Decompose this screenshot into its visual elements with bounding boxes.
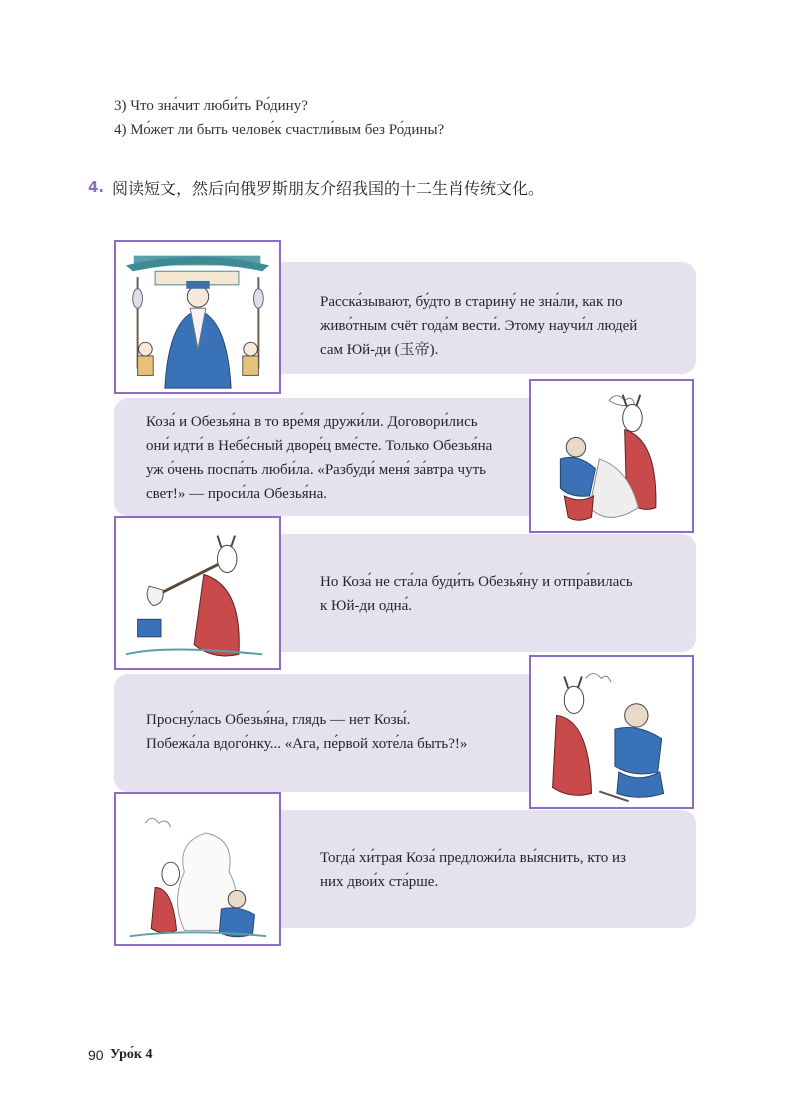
lesson-label: Уро́к 4 [110, 1047, 153, 1062]
text-line: сам Юй-ди (玉帝). [320, 342, 439, 358]
page-number: 90 [88, 1047, 104, 1063]
story-panel-5-text [320, 846, 626, 894]
text-line: Коза́ и Обезья́на в то вре́мя дружи́ли. Договори́лись [146, 414, 478, 430]
task-number: 4. [88, 178, 105, 196]
task-instruction: 阅读短文，然后向俄罗斯朋友介绍我国的十二生肖传统文化。 [112, 179, 545, 198]
text-line: уж о́чень поспа́ть люби́ла. «Разбуди́ меня́ за́втра чуть [146, 462, 486, 478]
text-line: них двои́х ста́рше. [320, 874, 439, 890]
text-line: Просну́лась Обезья́на, глядь — нет Козы́. [146, 712, 411, 728]
text-line: они́ идти́ в Небе́сный дворе́ц вме́сте. Только Обезья́на [146, 438, 493, 454]
story-panel-1-text [320, 290, 637, 362]
text-line: живо́тным счёт года́м вести́. Этому научи́л людей [320, 318, 638, 334]
jade-emperor-illustration [114, 240, 281, 394]
monkey-catching-goat-illustration [529, 655, 694, 809]
text-line: Побежа́ла вдого́нку... «Ага, пе́рвой хоте́ла быть?!» [146, 736, 468, 752]
text-line: к Юй-ди одна́. [320, 598, 413, 614]
text-line: Расска́зывают, бу́дто в старину́ не зна́ли, как по [320, 294, 623, 310]
question-3: 3) Что зна́чит люби́ть Ро́дину? [114, 98, 308, 114]
goat-leaving-illustration [114, 516, 281, 670]
question-4: 4) Мо́жет ли быть челове́к счастли́вым без Ро́дины? [114, 122, 445, 138]
story-panel-4-text [146, 708, 467, 756]
goat-and-monkey-cloud-illustration [114, 792, 281, 946]
story-panel-2-text [146, 410, 492, 506]
text-line: свет!» — проси́ла Обезья́на. [146, 486, 328, 502]
story-panel-3-text [320, 570, 633, 618]
text-line: Тогда́ хи́трая Коза́ предложи́ла вы́яснить, кто из [320, 850, 626, 866]
text-line: Но Коза́ не ста́ла буди́ть Обезья́ну и отпра́вилась [320, 574, 633, 590]
goat-and-monkey-illustration [529, 379, 694, 533]
